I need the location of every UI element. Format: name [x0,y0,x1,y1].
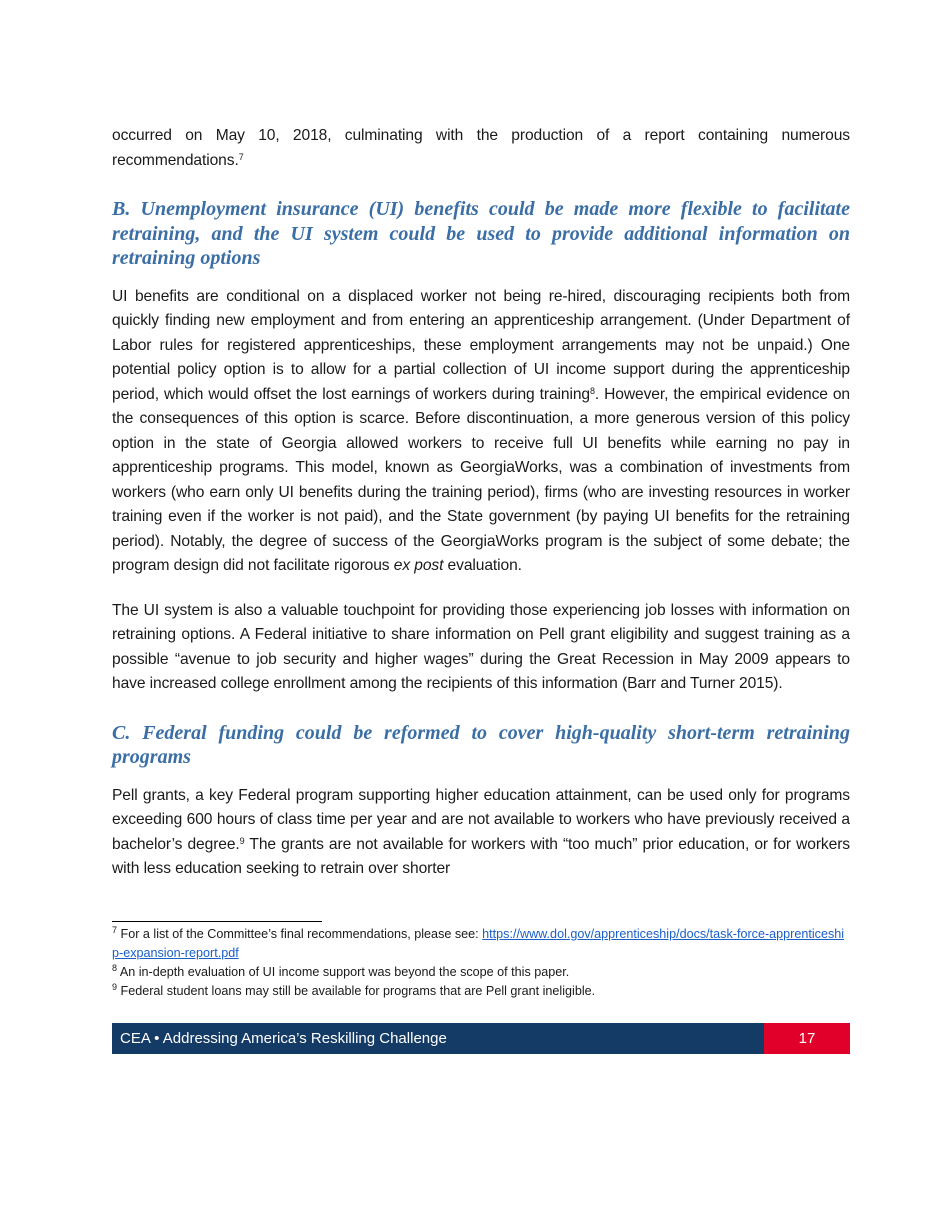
footer-title: CEA • Addressing America’s Reskilling Challenge [120,1030,447,1047]
footnote-divider [112,921,322,922]
document-page [112,0,850,1106]
footnote-link[interactable]: https://www.dol.gov/apprenticeship/docs/task-force-apprenticeship-expansion-report.pdf [112,927,845,960]
text: Pell grants, a key Federal program supporting higher education attainment, can be used only for programs exceeding 600 hours of class time per year and are not available to workers who have previously received a bachelor’s degree. [112,786,850,853]
text: The grants are not available for workers with “too much” prior education, or for workers with less education seeking to retrain over shorter [112,835,850,877]
paragraph-ui-benefits [112,285,850,579]
page-footer [112,1023,850,1054]
footnote-text: For a list of the Committee’s final recommendations, please see: [120,927,483,941]
section-heading-b: B. Unemployment insurance (UI) benefits could be made more flexible to facilitate retraining, and the UI system could be used to provide additional information on retraining options [112,198,850,269]
footnote-9 [112,982,850,1001]
footnote-8 [112,963,850,982]
footnote-number: 9 [112,982,118,992]
footnote-ref[interactable]: 8 [589,385,595,396]
emphasis: ex post [393,557,444,574]
footnote-text: Federal student loans may still be available for programs that are Pell grant ineligible. [120,984,596,998]
intro-paragraph [112,124,850,173]
page-number: 17 [764,1023,850,1054]
footnote-number: 8 [112,963,118,973]
paragraph-ui-touchpoint: The UI system is also a valuable touchpoint for providing those experiencing job losses with information on retraining options. A Federal initiative to share information on Pell grant eligibility and suggest training as a possible “avenue to job security and higher wages” during the Great Recession in May 2009 appears to have increased college enrollment among the recipients of this information (Barr and Turner 2015). [112,601,850,692]
footnote-number: 7 [112,925,118,935]
text: evaluation. [443,557,522,574]
paragraph-pell-grants [112,784,850,882]
section-heading-c: C. Federal funding could be reformed to cover high-quality short-term retraining programs [112,721,850,768]
footnote-text: An in-depth evaluation of UI income support was beyond the scope of this paper. [119,965,570,979]
text: UI benefits are conditional on a displaced worker not being re-hired, discouraging recipients both from quickly finding new employment and from entering an apprenticeship arrangement. (Under Department of Labor rules for registered apprenticeships, these employment arrangements may not be unpaid.) One potential policy option is to allow for a partial collection of UI income support during the apprenticeship period, which would offset the lost earnings of workers during training [112,287,850,403]
footnote-ref[interactable]: 7 [238,151,244,162]
footnote-7 [112,925,850,963]
intro-text: occurred on May 10, 2018, culminating with the production of a report containing numerous recommendations. [112,127,850,169]
page-bottom [112,897,850,1106]
text: . However, the empirical evidence on the consequences of this option is scarce. Before discontinuation, a more generous version of this policy option in the state of Georgia allowed workers to receive full UI benefits while earning no pay in apprenticeship programs. This model, known as GeorgiaWorks, was a combination of investments from workers (who earn only UI benefits during the training period), firms (who are investing resources in worker training even if the worker is not paid), and the State government (by paying UI benefits for the retraining period). Notably, the degree of success of the GeorgiaWorks program is the subject of some debate; the program design did not facilitate rigorous [112,385,851,574]
footnote-ref[interactable]: 9 [239,835,245,846]
footnotes [112,925,850,1001]
